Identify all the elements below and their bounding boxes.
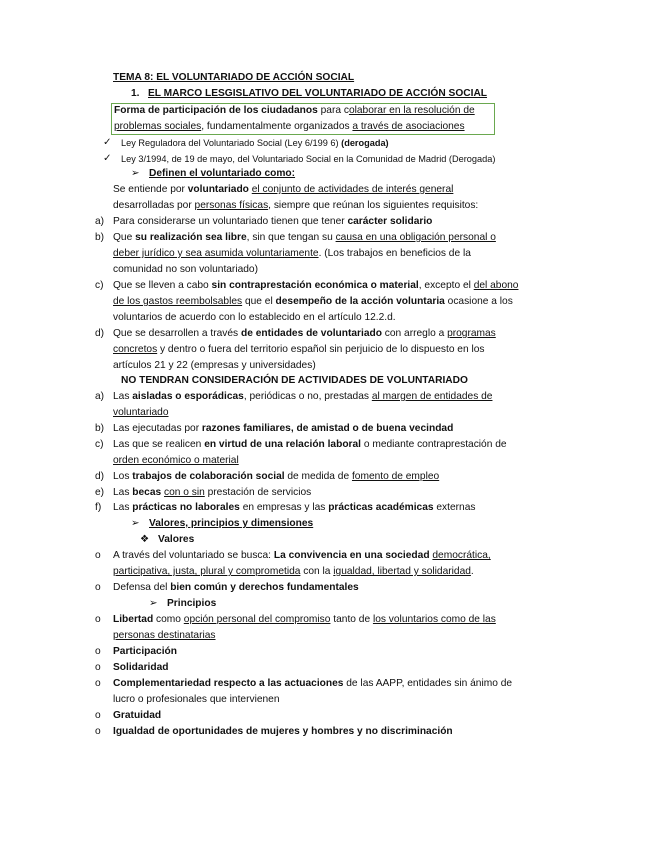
principio-libertad-line-2: personas destinatarias [113,630,216,641]
list-marker: d) [95,328,105,339]
check-icon: ✓ [103,137,112,148]
exclusion-a-line-2: voluntariado [113,407,169,418]
definition-text-underlined: olaborar en la resolución de [348,105,475,116]
bullet-icon: o [95,614,101,625]
requirement-d-line-3: artículos 21 y 22 (empresas y universidades) [113,360,316,371]
principio-igualdad: Igualdad de oportunidades de mujeres y hombres y no discriminación [113,726,453,737]
arrow-icon: ➢ [149,598,158,609]
bullet-icon: o [95,726,101,737]
principio-libertad-line-1: Libertad como opción personal del compromiso tanto de los voluntarios como de las [113,614,496,625]
requirement-b-line-1: Que su realización sea libre, sin que tengan su causa en una obligación personal o [113,232,496,243]
law-item-1: Ley Reguladora del Voluntariado Social (Ley 6/199 6) (derogada) [121,138,389,148]
exclusion-f: Las prácticas no laborales en empresas y las prácticas académicas externas [113,502,476,513]
requirement-a: Para considerarse un voluntariado tienen que tener carácter solidario [113,216,433,227]
definition-line-1 [114,103,475,119]
requirement-d-line-1: Que se desarrollen a través de entidades de voluntariado con arreglo a programas [113,328,496,339]
subheading-valores: Valores [158,534,195,545]
principio-participacion: Participación [113,646,177,657]
exclusions-heading: NO TENDRAN CONSIDERACIÓN DE ACTIVIDADES DE VOLUNTARIADO [121,375,468,386]
list-marker: a) [95,216,105,227]
exclusion-c-line-1: Las que se realicen en virtud de una relación laboral o mediante contraprestación de [113,439,507,450]
requirement-c-line-2: de los gastos reembolsables que el desempeño de la acción voluntaria ocasione a los [113,296,513,307]
exclusion-c-line-2: orden económico o material [113,455,239,466]
bullet-icon: o [95,678,101,689]
requirement-c-line-3: voluntarios de acuerdo con lo establecido en el artículo 12.2.d. [113,312,396,323]
subheading-principios: Principios [167,598,217,609]
law-item-2: Ley 3/1994, de 19 de mayo, del Voluntariado Social en la Comunidad de Madrid (Derogada) [121,154,496,164]
check-icon: ✓ [103,153,112,164]
section-heading-defin: Definen el voluntariado como: [149,168,296,179]
document-title: TEMA 8: EL VOLUNTARIADO DE ACCIÓN SOCIAL [113,72,355,83]
definition-text: , fundamentalmente organizados [201,121,353,132]
requirement-c-line-1: Que se lleven a cabo sin contraprestación económica o material, excepto el del abono [113,280,519,291]
valores-item-1-line-2: participativa, justa, plural y comprometida con la igualdad, libertad y solidaridad. [113,566,474,577]
section-number: 1. [131,88,140,99]
principio-solidaridad: Solidaridad [113,662,169,673]
bullet-icon: o [95,550,101,561]
intro-line-1: Se entiende por voluntariado el conjunto de actividades de interés general [113,184,454,195]
requirement-b-line-3: comunidad no son voluntariado) [113,264,258,275]
diamond-icon: ❖ [140,534,150,545]
list-marker: f) [95,502,102,513]
exclusion-b: Las ejecutadas por razones familiares, de amistad o de buena vecindad [113,423,454,434]
principio-complementariedad-line-1: Complementariedad respecto a las actuaciones de las AAPP, entidades sin ánimo de [113,678,513,689]
definition-line-2 [114,119,465,135]
definition-text: para c [317,105,349,116]
exclusion-a-line-1: Las aisladas o esporádicas, periódicas o no, prestadas al margen de entidades de [113,391,493,402]
list-marker: b) [95,423,105,434]
exclusion-e: Las becas con o sin prestación de servicios [113,487,312,498]
section-heading-1 [131,86,487,102]
definition-text-underlined: a través de asociaciones [352,121,465,132]
valores-item-2: Defensa del bien común y derechos fundamentales [113,582,359,593]
valores-item-1-line-1: A través del voluntariado se busca: La convivencia en una sociedad democrática, [113,550,491,561]
requirement-b-line-2: deber jurídico y sea asumida voluntariamente. (Los trabajos en beneficios de la [113,248,471,259]
list-marker: b) [95,232,105,243]
bullet-icon: o [95,662,101,673]
intro-line-2: desarrolladas por personas físicas, siempre que reúnan los siguientes requisitos: [113,200,479,211]
section-heading-valores: Valores, principios y dimensiones [149,518,314,529]
arrow-icon: ➢ [131,518,140,529]
requirement-d-line-2: concretos y dentro o fuera del territorio español sin perjuicio de lo dispuesto en los [113,344,485,355]
definition-text-underlined: problemas sociales [114,121,202,132]
definition-term: Forma de participación de los ciudadanos [114,105,318,116]
list-marker: d) [95,471,105,482]
arrow-icon: ➢ [131,168,140,179]
bullet-icon: o [95,582,101,593]
list-marker: a) [95,391,105,402]
list-marker: e) [95,487,105,498]
section-heading-text: EL MARCO LESGISLATIVO DEL VOLUNTARIADO DE ACCIÓN SOCIAL [148,88,488,99]
principio-complementariedad-line-2: lucro o profesionales que intervienen [113,694,280,705]
bullet-icon: o [95,710,101,721]
bullet-icon: o [95,646,101,657]
list-marker: c) [95,280,104,291]
list-marker: c) [95,439,104,450]
exclusion-d: Los trabajos de colaboración social de medida de fomento de empleo [113,471,440,482]
principio-gratuidad: Gratuidad [113,710,162,721]
